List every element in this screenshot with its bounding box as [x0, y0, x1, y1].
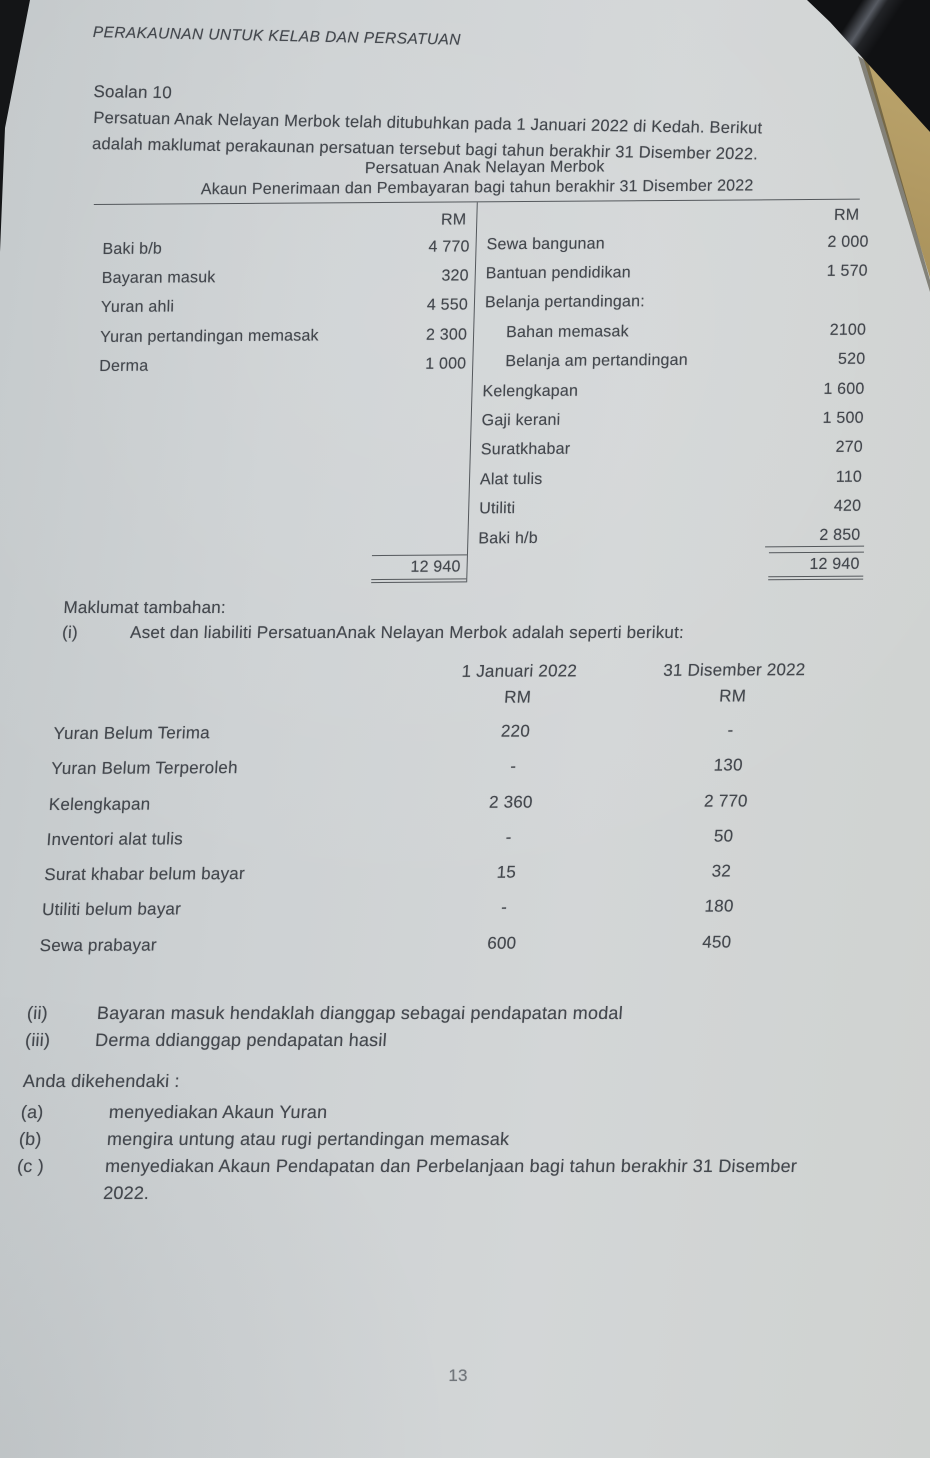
entry-label: Belanja am pertandingan — [505, 352, 689, 371]
info-value-dis: 50 — [713, 826, 734, 846]
info-value-dis: - — [726, 720, 735, 740]
receipts-payments-account — [83, 157, 875, 586]
credit-total: 12 940 — [768, 552, 864, 581]
assets-liabilities-table — [38, 660, 878, 971]
requirements-items — [14, 1099, 902, 1207]
info-value-dis: 130 — [713, 755, 744, 775]
info-table-rows — [38, 720, 874, 971]
account-entry — [90, 291, 474, 323]
credit-column — [467, 200, 874, 583]
info-row — [38, 932, 860, 972]
entry-label: Suratkhabar — [480, 441, 571, 459]
account-entry — [479, 492, 866, 524]
item-text: menyediakan Akaun Pendapatan dan Perbelanjaan bagi tahun berakhir 31 Disember 2022. — [102, 1156, 798, 1203]
item-number: (a) — [20, 1102, 45, 1122]
list-item — [18, 1126, 900, 1153]
additional-info-heading: Maklumat tambahan: — [63, 598, 227, 617]
info-row — [45, 826, 867, 866]
entry-label: Baki h/b — [478, 529, 539, 547]
entry-amount: 1 600 — [823, 380, 865, 398]
info-value-dis: 2 770 — [703, 790, 749, 811]
entry-amount: 2 850 — [765, 526, 865, 547]
additional-info-section — [62, 598, 686, 643]
info-value-dis: 450 — [701, 932, 732, 952]
info-value-jan: 2 360 — [488, 792, 534, 812]
item-number: (i) — [61, 623, 79, 642]
info-label: Utiliti belum bayar — [41, 899, 182, 920]
info-label: Surat khabar belum bayar — [43, 864, 246, 885]
list-item — [14, 1153, 898, 1207]
item-text: Bayaran masuk hendaklah dianggap sebagai pendapatan modal — [96, 1003, 624, 1023]
account-entry — [89, 350, 473, 382]
info-row — [47, 790, 869, 830]
info-row — [40, 896, 862, 936]
info-value-jan: - — [500, 898, 508, 918]
item-number: (b) — [18, 1129, 43, 1149]
item-text: mengira untung atau rugi pertandingan memasak — [106, 1129, 510, 1149]
info-label: Sewa prabayar — [39, 935, 158, 955]
account-title: Akaun Penerimaan dan Pembayaran bagi tahun berakhir 31 Disember 2022 — [94, 177, 861, 205]
info-row — [43, 861, 865, 901]
entry-amount: 4 770 — [428, 238, 470, 256]
entry-amount: 320 — [441, 267, 469, 285]
debit-column — [83, 202, 478, 585]
rm-label: RM — [718, 686, 747, 706]
info-value-jan: - — [505, 827, 513, 847]
info-label: Inventori alat tulis — [46, 829, 184, 849]
entry-label: Alat tulis — [479, 470, 543, 489]
item-text: Aset dan liabiliti PersatuanAnak Nelayan Merbok adalah seperti berikut: — [129, 623, 685, 642]
debit-entries — [89, 232, 476, 382]
info-label: Yuran Belum Terperoleh — [50, 758, 239, 779]
requirements-heading: Anda dikehendaki : — [22, 1071, 181, 1091]
intro-line-2: adalah maklumat perakaunan persatuan tersebut bagi tahun berakhir 31 Disember 2022. — [91, 134, 759, 163]
item-text: menyediakan Akaun Yuran — [108, 1102, 329, 1122]
info-label: Kelengkapan — [48, 794, 152, 814]
entry-amount: 110 — [835, 468, 863, 486]
question-label: Soalan 10 — [93, 82, 173, 103]
account-entry — [484, 316, 871, 348]
currency-header-right: RM — [833, 206, 860, 224]
entry-amount: 1 570 — [826, 262, 869, 280]
account-entry — [486, 228, 873, 260]
column-header-dis: 31 Disember 2022 — [662, 660, 807, 680]
info-value-jan: 15 — [496, 862, 517, 882]
account-entry — [91, 262, 475, 294]
requirements-section — [14, 1068, 904, 1207]
item-number: (ii) — [26, 1003, 49, 1023]
entry-amount: 270 — [835, 439, 864, 457]
entry-label: Sewa bangunan — [486, 235, 606, 253]
course-header: PERAKAUNAN UNTUK KELAB DAN PERSATUAN — [92, 24, 462, 49]
entry-label: Utiliti — [478, 500, 516, 518]
info-label: Yuran Belum Terima — [52, 723, 211, 744]
account-entry — [90, 321, 474, 353]
account-entry — [478, 522, 865, 554]
entry-label: Bahan memasak — [505, 323, 630, 341]
account-entry — [92, 232, 476, 264]
entry-label: Belanja pertandingan: — [484, 293, 646, 312]
entry-label: Gaji kerani — [481, 411, 561, 430]
account-entry — [482, 375, 869, 407]
entry-amount: 520 — [837, 350, 866, 369]
info-row — [50, 755, 872, 795]
info-value-jan: - — [509, 756, 517, 776]
list-item — [24, 1027, 622, 1054]
additional-info-items — [24, 1000, 624, 1054]
entry-amount — [772, 301, 871, 302]
item-number: (iii) — [24, 1030, 51, 1050]
info-row — [52, 720, 874, 760]
additional-info-item-i — [62, 623, 685, 643]
entry-amount: 420 — [833, 497, 862, 516]
organisation-name: Persatuan Anak Nelayan Merbok — [364, 158, 605, 178]
entry-label: Bayaran masuk — [101, 269, 216, 288]
account-entry — [485, 257, 872, 289]
debit-total: 12 940 — [371, 555, 467, 584]
entry-amount: 1 000 — [424, 355, 467, 373]
column-header-jan: 1 Januari 2022 — [461, 661, 578, 681]
entry-label: Kelengkapan — [482, 382, 579, 400]
account-entry — [480, 433, 867, 465]
info-value-jan: 220 — [500, 721, 531, 741]
info-value-dis: 180 — [703, 896, 735, 917]
entry-label: Bantuan pendidikan — [485, 264, 632, 283]
entry-amount: 2 000 — [827, 233, 869, 251]
rm-label: RM — [503, 687, 532, 707]
list-item — [26, 1000, 624, 1027]
entry-amount: 1 500 — [822, 409, 864, 427]
entry-amount: 2100 — [829, 321, 867, 339]
entry-amount: 2 300 — [425, 326, 468, 344]
currency-header-left: RM — [440, 211, 467, 229]
intro-line-1: Persatuan Anak Nelayan Merbok telah ditubuhkan pada 1 Januari 2022 di Kedah. Berikut — [92, 108, 763, 138]
account-body — [83, 200, 874, 586]
page-number: 13 — [448, 1366, 468, 1385]
entry-amount: 4 550 — [426, 296, 469, 315]
account-entry — [480, 463, 867, 495]
item-number: (c ) — [16, 1156, 45, 1176]
entry-label: Yuran pertandingan memasak — [99, 327, 320, 346]
account-entry — [481, 404, 868, 436]
info-value-jan: 600 — [486, 933, 517, 953]
account-entry — [483, 345, 870, 377]
entry-label: Yuran ahli — [100, 298, 175, 317]
account-entry — [485, 286, 872, 318]
list-item — [20, 1099, 902, 1126]
info-table-rm-row — [55, 686, 877, 716]
item-text: Derma ddianggap pendapatan hasil — [94, 1030, 388, 1050]
credit-entries — [478, 228, 873, 554]
info-value-dis: 32 — [711, 861, 732, 881]
entry-label: Derma — [99, 357, 149, 376]
entry-label: Baki b/b — [102, 240, 163, 258]
